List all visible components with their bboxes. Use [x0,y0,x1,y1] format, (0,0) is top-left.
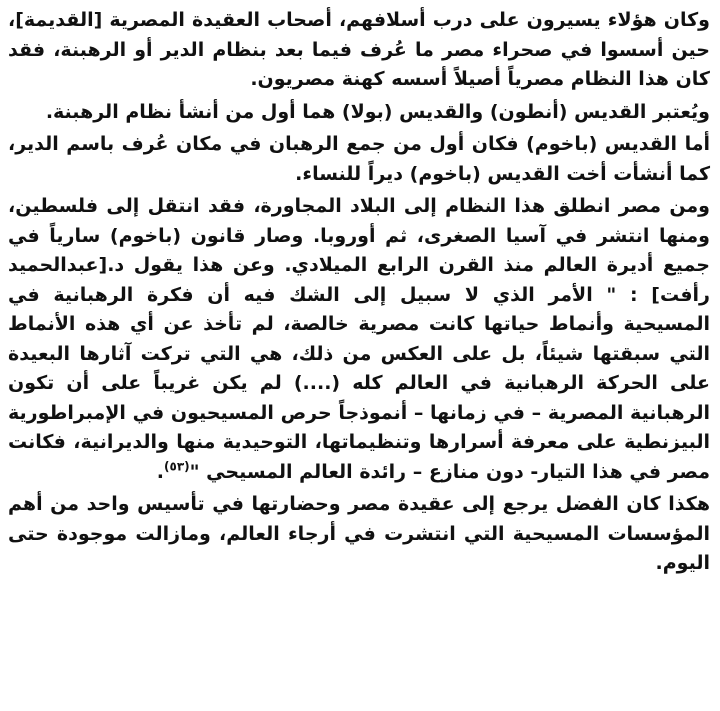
paragraph-founders: ويُعتبر القديس (أنطون) والقديس (بولا) هما أول من أنشأ نظام الرهبنة. [45,100,710,123]
paragraph-conclusion: هكذا كان الفضل يرجع إلى عقيدة مصر وحضارتها في تأسيس واحد من أهم المؤسسات المسيحية التي انتشرت في أرجاء العالم، ومازالت موجودة حتى اليوم. [8,493,710,574]
paragraph-spread-quote: ومن مصر انطلق هذا النظام إلى البلاد المجاورة، فقد انتقل إلى فلسطين، ومنها انتشر في آسيا الصغرى، ثم أوروبا. وصار قانون (باخوم) سارياً في جميع أديرة العالم منذ القرن الرابع الميلادي. وعن هذا يقول د.[عبدالحميد رأفت] : " الأمر الذي لا سبيل إلى الشك فيه أن فكرة الرهبانية في المسيحية وأنماط حياتها كانت مصرية خالصة، لم تأخذ عن أي هذه الأنماط التي سبقتها شيئاً، بل على العكس من ذلك، هي التي تركت آثارها البعيدة على الحركة الرهبانية في العالم كله (....) لم يكن غريباً على أن تكون الرهبانية المصرية – في زمانها – أنموذجاً حرص المسيحيون في الإمبراطورية البيزنطية على معرفة أسرارها وتنظيماتها، التوحيدية منها والديرانية، فكانت مصر في هذا التيار- دون منازع – رائدة العالم المسيحي "$^{(٥٣)}$. [8,195,710,483]
paragraph-pachomius: أما القديس (باخوم) فكان أول من جمع الرهبان في مكان عُرف باسم الدير، كما أنشأت أخت القديس (باخوم) ديراً للنساء. [8,133,710,185]
paragraph-spread-quote-text: ومن مصر انطلق هذا النظام إلى البلاد المجاورة، فقد انتقل إلى فلسطين، ومنها انتشر في آسيا الصغرى، ثم أوروبا. وصار قانون (باخوم) سارياً في جميع أديرة العالم منذ القرن الرابع الميلادي. وعن هذا يقول د.[عبدالحميد رأفت] : " الأمر الذي لا سبيل إلى الشك فيه أن فكرة الرهبانية في المسيحية وأنماط حياتها كانت مصرية خالصة، لم تأخذ عن أي هذه الأنماط التي سبقتها شيئاً، بل على العكس من ذلك، هي التي تركت آثارها البعيدة على الحركة الرهبانية في العالم كله (....) لم يكن غريباً على أن تكون الرهبانية المصرية – في زمانها – أنموذجاً حرص المسيحيون في الإمبراطورية البيزنطية على معرفة أسرارها وتنظيماتها، التوحيدية منها والديرانية، فكانت مصر في هذا التيار- دون منازع – رائدة العالم المسيحي " [8,195,710,483]
footnote-marker: (٥٣) [164,459,190,474]
paragraph-ancestors: وكان هؤلاء يسيرون على درب أسلافهم، أصحاب العقيدة المصرية [القديمة]، حين أسسوا في صحراء مصر ما عُرف فيما بعد بنظام الدير أو الرهبنة، فقد كان هذا النظام مصرياً أصيلاً أسسه كهنة مصريون. [8,9,710,90]
